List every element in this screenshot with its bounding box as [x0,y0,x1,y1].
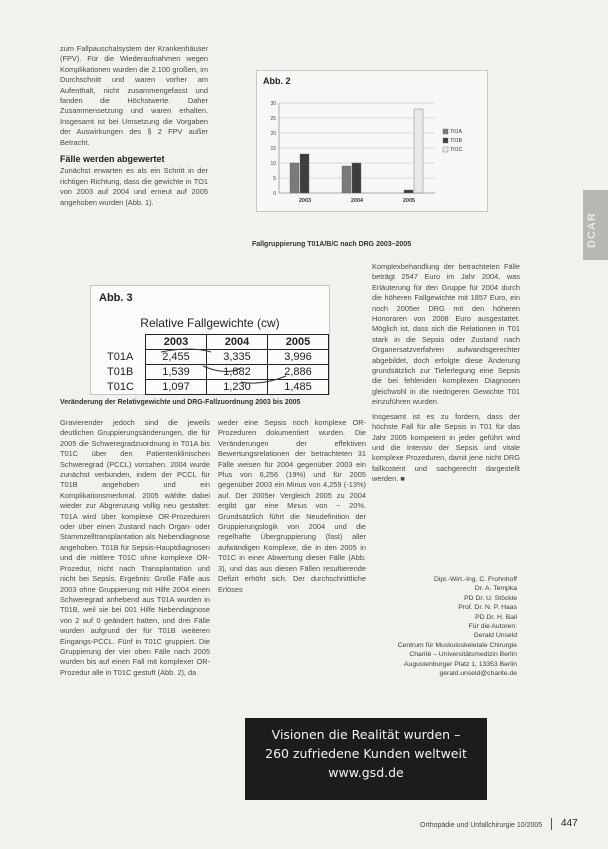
row-label: T01B [107,366,134,378]
ad-url: www.gsd.de [328,765,404,780]
x-tick-label: 2005 [402,198,416,204]
table-header-cell: 2004 [207,335,268,350]
ad-line-2: 260 zufriedene Kunden weltweit [265,746,467,761]
footer-divider [551,818,552,830]
right-column-paragraph-2: Insgesamt ist es zu fordern, dass der höchste Fall für alle Sepsis in T01 für das Jahr 2005 kompetent in jeder geführt wird und die Intensiv der Sepsis und vitale komplexe Prozeduren, damit jene nicht DRG fallkostent und sachgerecht dargestellt werden. ■ [372,411,520,484]
bar-t01c-2005 [414,109,423,193]
table-cell: 1,882 [207,365,268,380]
figure-title: Relative Fallgewichte (cw) [140,316,280,330]
table-cell: 1,539 [146,365,207,380]
section-heading: Fälle werden abgewertet [60,154,165,165]
main-paragraph-2: weder eine Sepsis noch komplexe OR-Prozeduren dokumentiert wurden. Die Veränderungen der effektiven Bewertungsrelationen der betrachteten 31 Fälle weisen für 2004 gegenüber 2003 ein Plus von 6,256 (19%) und für 2005 gegenüber 2003 ein Minus von 4,259 (-13%) auf. Der 2005er Vergleich 2005 zu 2004 ergibt gar eine Minus von ~ 20%. Grundsätzlich führt die Neudefinition der Gruppierungslogik von 2004 und die regelhafte Übergruppierung (fast) aller aufwändigen Komplexe, die in den 2005 in T01C in einer Abwertung dieser Fälle (Abb. 3), und das aus diesen Fällen resultierende Defizit erhöht sich. Der durchschnittliche Erlöses [218,418,366,594]
y-tick-label: 5 [273,176,276,182]
author-email: gerald.unseld@charite.de [439,670,517,678]
section-tab-label: DCAR [586,212,598,248]
author-line: Augustenburger Platz 1, 13353 Berlin [404,660,517,668]
y-tick-label: 15 [270,146,276,152]
figure-label: Abb. 2 [263,76,291,86]
y-tick-label: 30 [270,101,276,107]
author-line: Prof. Dr. N. P. Haas [458,604,517,612]
bar-t01a-2003 [290,163,299,193]
table-row [103,365,329,380]
x-tick-label: 2004 [350,198,364,204]
left-column-top [60,44,208,208]
y-tick-label: 10 [270,161,276,167]
row-label: T01C [107,381,134,393]
bar-chart [257,71,487,211]
legend-swatch [443,138,448,143]
main-column-1 [60,418,210,678]
ad-line-1: Visionen die Realität wurden – [271,727,461,742]
author-line: Centrum für Muskuloskeletale Chirurgie [397,641,517,649]
section-tab [583,190,608,260]
bar-t01a-2004 [342,166,351,193]
right-column-top [372,262,520,485]
figure-abb2 [256,70,488,212]
y-tick-label: 25 [270,116,276,122]
right-column-paragraph: Komplexbehandlung der betrachteten Fälle beträgt 2547 Euro im Jahr 2004, was Erläuterung für den Gruppe für 2004 durch die höheren Fallgewichte mit 1857 Euro, ein noch 2005er DRG mit den höheren Honoraren von 2008 Euro ausgestattet. Möglich ist, dass sich die Relationen in T01 stark in die Sepsis oder Zustand nach Organersatzverfahren aufwandsgerechter abgebildet, doch erfolgte diese Änderung grundsätzlich zur Tieferlegung eine Sepsis die bei fehlenden komplexen Diagnosen gleichwohl in die niedrigeren Gewichte T01 einzuführen wurden. [372,262,520,407]
author-line: Charité – Universitätsmedizin Berlin [409,651,517,659]
figure-label: Abb. 3 [99,292,133,304]
figure-abb3 [90,285,330,395]
table-row [103,380,329,395]
main-paragraph-1: Gravierender jedoch sind die jeweils deutlichen Gruppierungsänderungen, die für 2005 die Schweregradzuordnung in T01A bis T01C über den Patientenklinischen Schweregrad (PCCL) vorsahen. 2004 wurde zunächst verbunden, indem der PCCL für T01B angehoben und ein Komplikationsmerkmal. 2005 wählte dabei wieder zur Abgrenzung vollig neu gestaltet: T01A wird über komplexe OR-Prozeduren oder über einen Zustand nach Organ- oder Stammzelltransplantation als Nebendiagnose angehoben. T01B für Sepsis-Hauptdiagnosen und die mittlere T01C ohne komplexe OR-Prozedur, nicht nach Transplantation und nicht bei Sepsis. Ergebnis: Große Fälle aus 2003 ohne Gruppierung mit Hilfe 2004 einen Schweregrad anhebend aus T01A wurden in T01B, weil sie bei 001 Hilfe Nebendiagnose von 2 auf 0 geändert hatten, und drei Fälle wurden aufgrund der für T01B weiteren Eingangs-PCCL. Fünf in T01C gruppiert. Die Gruppierung der vier oben Fälle nach 2005 wurden bis auf einen Fall mit komplexer OR-Prozedur alle in T01C gestuft (Abb. 2), da [60,418,210,677]
figure-caption-abb3: Veränderung der Relativgewichte und DRG-Fallzuordnung 2003 bis 2005 [60,399,301,406]
legend-label: T01C [450,147,463,153]
footer-journal: Orthopädie und Unfallchirurgie 10/2005 [420,822,543,829]
bar-t01b-2005 [404,190,413,193]
author-line: Für die Autoren: [468,623,517,631]
figure-caption-abb2: Fallgruppierung T01A/B/C nach DRG 2003–2005 [252,241,412,248]
author-block [365,575,517,678]
table-cell: 1,230 [207,380,268,395]
author-line: PD Dr. U. Stöckle [464,594,517,602]
page-number: 447 [561,818,578,829]
table-header-cell: 2003 [146,335,207,350]
left-column-paragraph-faelle: Zunächst erwarten es als ein Schritt in der richtigen Richtung, dass die gewichte in TO1 von 2003 auf 2004 und erneut auf 2005 angehoben wurden (Abb. 1). [60,166,208,207]
table-cell: 2,886 [268,365,329,380]
table-header-cell: 2005 [268,335,329,350]
table-cell: 2,455 [146,350,207,365]
bar-t01b-2003 [300,154,309,193]
legend-label: T01A [450,129,462,135]
table-header-row [103,335,329,350]
advertisement-banner [245,718,487,800]
main-column-2 [218,418,366,595]
legend-swatch [443,147,448,152]
y-tick-label: 0 [273,191,276,197]
row-label: T01A [107,351,134,363]
left-column-paragraph: zum Fallpauschalsystem der Krankenhäuser (FPV). Für die Wiederaufnahmen wegen Komplikationen wurden die 2.100 großen, im Durchschnitt und waren vorher am Aufenthalt, nicht zusammengefasst und fanden die Höchstwerte. Daher Zusammensetzung und waren erhalten. Insgesamt ist bei Umsetzung die Vorgaben der Auswirkungen des § 2 FPV außer Betracht. [60,44,208,147]
table-cell: 3,996 [268,350,329,365]
author-line: Dipl.-Wirt.-Ing. C. Frohnhoff [434,576,517,583]
y-tick-label: 20 [270,131,276,137]
bar-t01b-2004 [352,163,361,193]
author-line: PD Dr. H. Bail [475,613,517,621]
x-tick-label: 2003 [298,198,312,204]
author-line: Dr. A. Tempka [474,585,517,593]
table-cell: 1,097 [146,380,207,395]
legend-label: T01B [450,138,462,144]
table-cell: 3,335 [207,350,268,365]
table-row [103,350,329,365]
legend-swatch [443,129,448,134]
table-cell: 1,485 [268,380,329,395]
weights-table [103,334,329,395]
author-line: Gerald Unseld [473,632,517,640]
